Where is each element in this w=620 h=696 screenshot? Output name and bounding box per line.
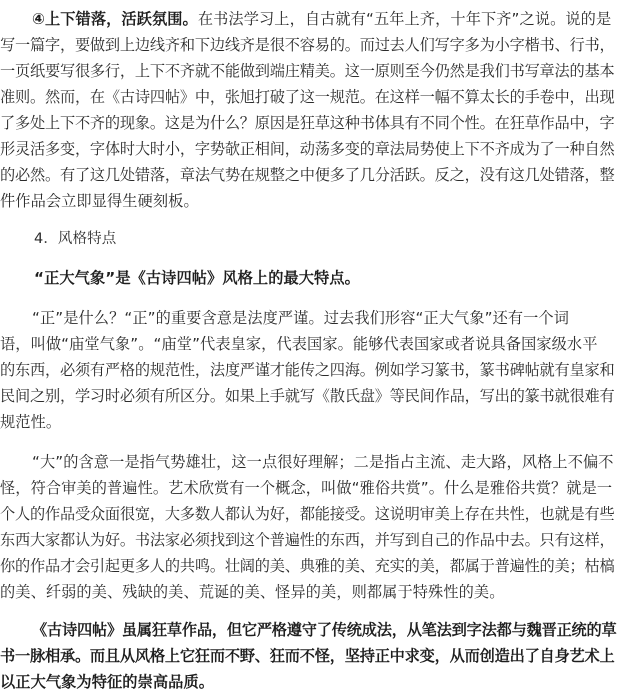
- paragraph-line: 东西大家都认为好。书法家必须找到这个普遍性的东西，并写到自己的作品中去。只有这样，: [0, 531, 615, 549]
- paragraph-line: 了多处上下不齐的现象。这是为什么？原因是狂草这种书体具有不同个性。在狂草作品中，字: [0, 114, 615, 132]
- paragraph-line: 书一脉相承。而且从风格上它狂而不野、狂而不怪，坚持正中求变，从而创造出了自身艺术上: [0, 647, 615, 665]
- paragraph-line: 规范性。: [0, 413, 62, 431]
- paragraph-line: 语，叫做“庙堂气象”。“庙堂”代表皇家，代表国家。能够代表国家或者说具备国家级水平: [0, 335, 598, 353]
- paragraph-line: 写一篇字，要做到上边线齐和下边线齐是很不容易的。而过去人们写字多为小字楷书、行书，: [0, 36, 615, 54]
- paragraph-line: 的美、纤弱的美、残缺的美、荒诞的美、怪异的美，则都属于特殊性的美。: [0, 583, 505, 601]
- paragraph-line: 个人的作品受众面很宽，大多数人都认为好，都能接受。这说明审美上存在共性，也就是有些: [0, 505, 615, 523]
- paragraph-line: 民间之别，学习时必须有所区分。如果上手就写《散氏盘》等民间作品，写出的篆书就很难有: [0, 387, 615, 405]
- paragraph-line: 形灵活多变，字体时大时小，字势欹正相间，动荡多变的章法局势使上下不齐成为了一种自然: [0, 140, 615, 158]
- paragraph-line: 准则。然而，在《古诗四帖》中，张旭打破了这一规范。在这样一幅不算太长的手卷中，出现: [0, 88, 615, 106]
- paragraph-line: 一页纸要写很多行，上下不齐就不能做到端庄精美。这一原则至今仍然是我们书写章法的基本: [0, 62, 615, 80]
- paragraph-line: 的东西，必须有严格的规范性，法度严谨才能传之四海。例如学习篆书，篆书碑帖就有皇家和: [0, 361, 615, 379]
- paragraph-line: 怪，符合审美的普遍性。艺术欣赏有一个概念，叫做“雅俗共赏”。什么是雅俗共赏？就是一: [0, 479, 613, 497]
- paragraph-line: 件作品会立即显得生硬刻板。: [0, 192, 199, 210]
- thesis-statement: “正大气象”是《古诗四帖》风格上的最大特点。: [34, 269, 360, 287]
- section-heading: 4．风格特点: [34, 231, 117, 247]
- paragraph-line: “大”的含意一是指气势雄壮，这一点很好理解；二是指占主流、走大路，风格上不偏不: [32, 453, 614, 471]
- paragraph-line: 你的作品才会引起更多人的共鸣。壮阔的美、典雅的美、充实的美，都属于普遍性的美；枯槁: [0, 557, 615, 575]
- paragraph-line: “正”是什么？“正”的重要含意是法度严谨。过去我们形容“正大气象”还有一个词: [32, 309, 570, 327]
- paragraph-line: 《古诗四帖》虽属狂草作品，但它严格遵守了传统成法，从笔法到字法都与魏晋正统的草: [32, 621, 617, 639]
- paragraph-lead-heading: ④上下错落，活跃氛围。: [32, 10, 198, 28]
- paragraph-line: 的必然。有了这几处错落，章法气势在规整之中便多了几分活跃。反之，没有这几处错落，整: [0, 166, 615, 184]
- paragraph-line: 以正大气象为特征的崇高品质。: [0, 673, 215, 691]
- paragraph-line: ④上下错落，活跃氛围。在书法学习上，自古就有“五年上齐，十年下齐”之说。说的是: [32, 10, 612, 28]
